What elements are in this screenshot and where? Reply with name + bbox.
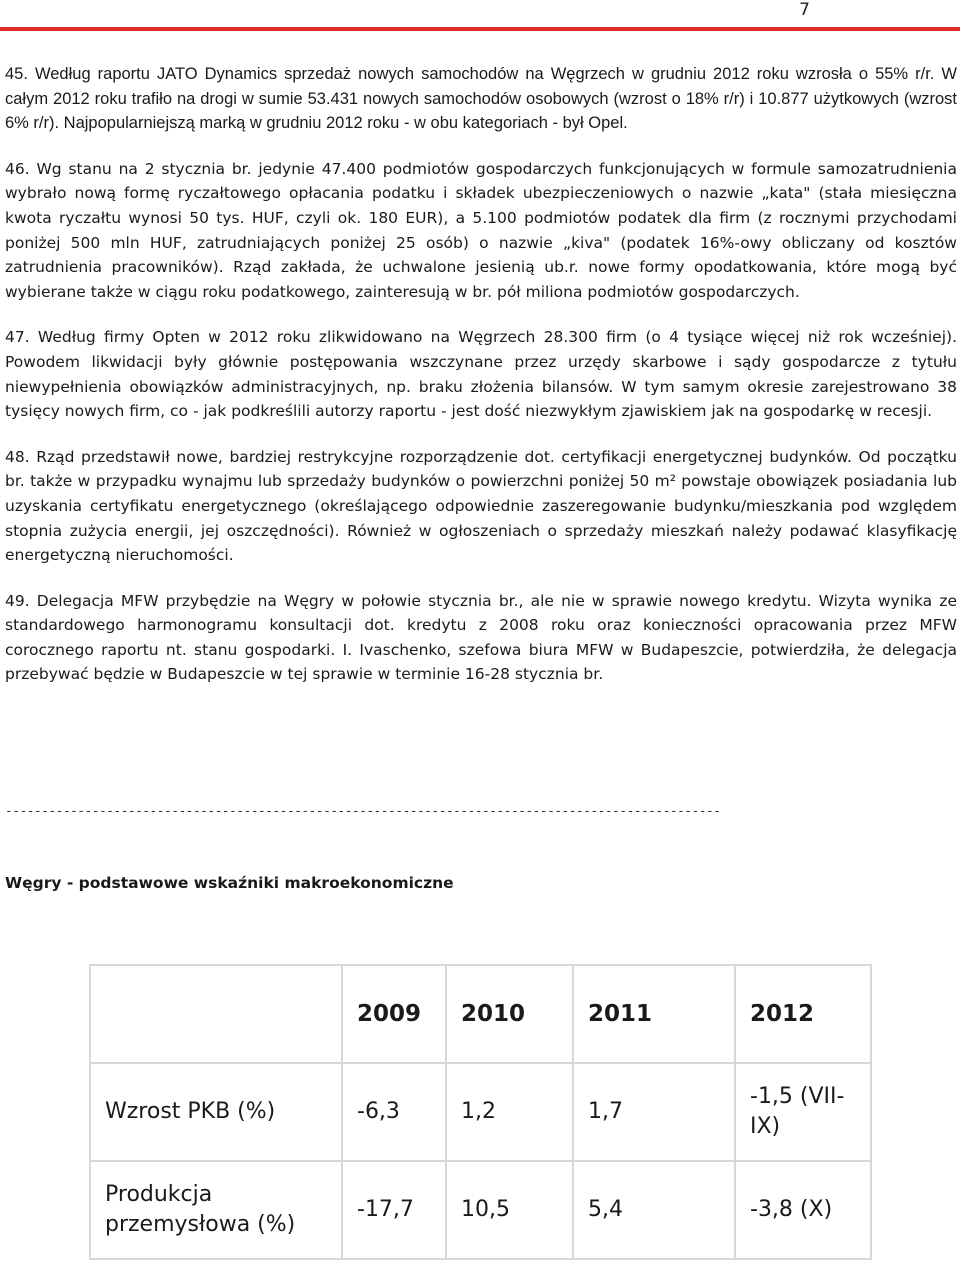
macro-indicators-table — [89, 964, 872, 1260]
table-row — [90, 1063, 871, 1161]
table-header-cell — [90, 965, 342, 1063]
table-cell: -1,5 (VII-IX) — [735, 1063, 871, 1161]
table-cell: -6,3 — [342, 1063, 446, 1161]
paragraph-48: 48. Rząd przedstawił nowe, bardziej restrykcyjne rozporządzenie dot. certyfikacji energetycznej budynków. Od początku br. także w przypadku wynajmu lub sprzedaży budynków o powierzchni poniżej 50 m² powstaje obowiązek posiadania lub uzyskania certyfikatu energetycznego (określającego odpowiednie zaszeregowanie budynku/mieszkania pod względem stopnia zużycia energii, jej oszczędności). Również w ogłoszeniach o sprzedaży mieszkań należy podawać klasyfikację energetyczną nieruchomości. — [5, 447, 957, 565]
table-cell: -3,8 (X) — [735, 1161, 871, 1259]
paragraph-45: 45. Według raportu JATO Dynamics sprzedaż nowych samochodów na Węgrzech w grudniu 2012 roku wzrosła o 55% r/r. W całym 2012 roku trafiło na drogi w sumie 53.431 nowych samochodów osobowych (wzrost o 18% r/r) i 10.877 użytkowych (wzrost 6% r/r). Najpopularniejszą marką w grudniu 2012 roku - w obu kategoriach - był Opel. — [5, 65, 957, 133]
header-rule — [0, 27, 960, 31]
table-cell: 1,2 — [446, 1063, 573, 1161]
document-body — [5, 62, 957, 708]
table-header-cell: 2009 — [342, 965, 446, 1063]
table-header-cell: 2010 — [446, 965, 573, 1063]
table-cell: -17,7 — [342, 1161, 446, 1259]
table-cell: 10,5 — [446, 1161, 573, 1259]
table-cell: 1,7 — [573, 1063, 735, 1161]
table-cell-label: Produkcja przemysłowa (%) — [90, 1161, 342, 1259]
table-header-cell: 2011 — [573, 965, 735, 1063]
table-header-cell: 2012 — [735, 965, 871, 1063]
page-number: 7 — [799, 0, 810, 20]
paragraph-46: 46. Wg stanu na 2 stycznia br. jedynie 47.400 podmiotów gospodarczych funkcjonujących w formule samozatrudnienia wybrało nową formę ryczałtowego opłacania podatku i składek ubezpieczeniowych o nazwie „kata" (stała miesięczna kwota ryczałtu wynosi 50 tys. HUF, czyli ok. 180 EUR), a 5.100 podmiotów podatek dla firm (z rocznymi przychodami poniżej 500 mln HUF, zatrudniających poniżej 25 osób) o nazwie „kiva" (podatek 16%-owy obliczany od kosztów zatrudnienia pracowników). Rząd zakłada, że uchwalone jesienią ub.r. nowe formy opodatkowania, które mogą być wybierane także w ciągu roku podatkowego, zainteresują w br. pół miliona podmiotów gospodarczych. — [5, 159, 957, 301]
paragraph-47: 47. Według firmy Opten w 2012 roku zlikwidowano na Węgrzech 28.300 firm (o 4 tysiące więcej niż rok wcześniej). Powodem likwidacji były głównie postępowania wszczynane przez urzędy skarbowe i sądy gospodarcze z tytułu niewypełnienia obowiązków administracyjnych, np. braku złożenia bilansów. W tym samym okresie zarejestrowano 38 tysięcy nowych firm, co - jak podkreślili autorzy raportu - jest dość niezwykłym zjawiskiem jak na gospodarkę w recesji. — [5, 328, 957, 421]
paragraph-49: 49. Delegacja MFW przybędzie na Węgry w połowie stycznia br., ale nie w sprawie nowego kredytu. Wizyta wynika ze standardowego harmonogramu konsultacji dot. kredytu z 2008 roku oraz konieczności opracowania przez MFW corocznego raportu nt. stanu gospodarki. I. Ivaschenko, szefowa biura MFW w Budapeszcie, potwierdziła, że delegacja przebywać będzie w Budapeszcie w tej sprawie w terminie 16-28 stycznia br. — [5, 591, 957, 684]
table-cell-label: Wzrost PKB (%) — [90, 1063, 342, 1161]
table-row — [90, 1161, 871, 1259]
section-title: Węgry - podstawowe wskaźniki makroekonomiczne — [5, 874, 454, 892]
table-cell: 5,4 — [573, 1161, 735, 1259]
dashed-divider: --------------------------------------------------------------------------------------------------- — [5, 804, 721, 819]
table-header-row — [90, 965, 871, 1063]
